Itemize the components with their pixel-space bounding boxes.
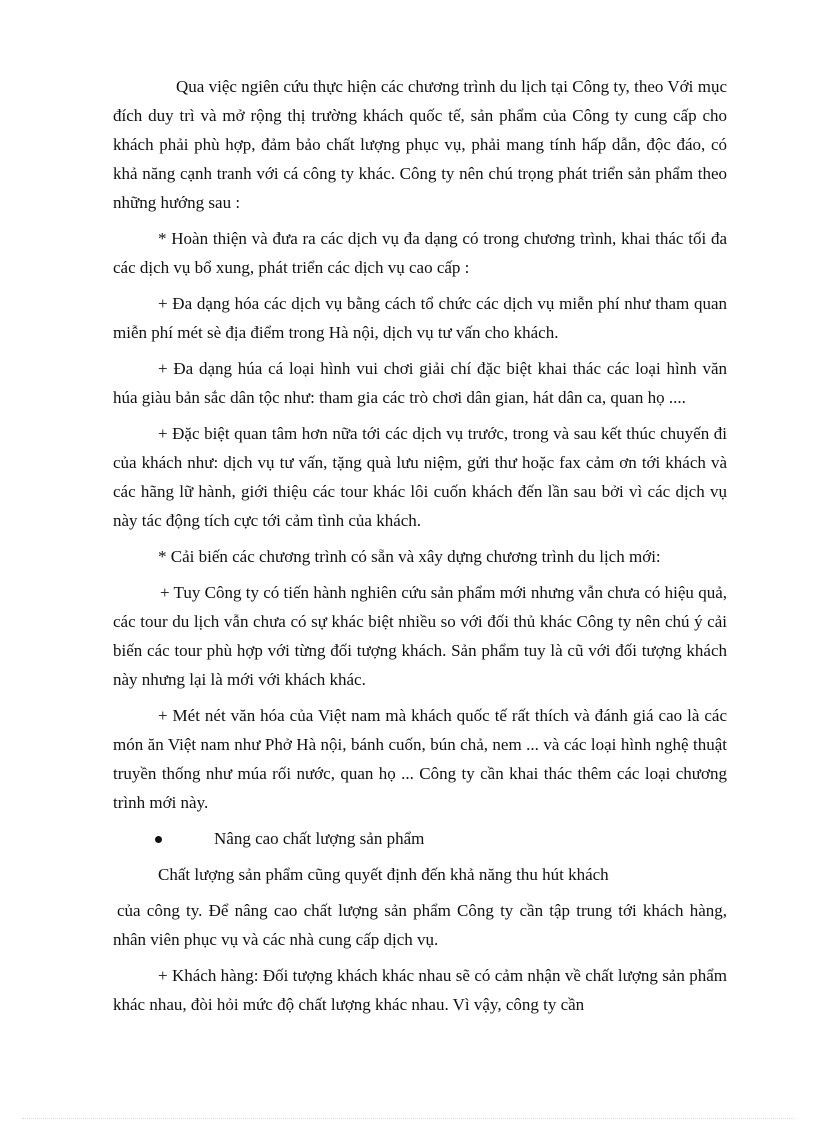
bullet-icon [155, 836, 162, 843]
paragraph-improve-programs-heading: * Cải biến các chương trình có sẵn và xây dựng chương trình du lịch mới: [158, 547, 661, 566]
paragraph-culture: + Mét nét văn hóa của Việt nam mà khách quốc tế rất thích và đánh giá cao là các món ăn Việt nam như Phở Hà nội, bánh cuốn, bún chả, nem ... và các loại hình nghệ thuật truyền thống như múa rối nước, quan họ ... Công ty cần khai thác thêm các loại chương trình mới này. [113, 706, 727, 812]
paragraph-service-heading: * Hoàn thiện và đưa ra các dịch vụ đa dạng có trong chương trình, khai thác tối đa các dịch vụ bổ xung, phát triển các dịch vụ cao cấp : [113, 229, 727, 277]
paragraph-intro: Qua việc ngiên cứu thực hiện các chương trình du lịch tại Công ty, theo Với mục đích duy trì và mở rộng thị trường khách quốc tế, sản phẩm của Công ty cung cấp cho khách phải phù hợp, đảm bảo chất lượng phục vụ, phải mang tính hấp dẫn, độc đáo, có khả năng cạnh tranh với cá công ty khác. Công ty nên chú trọng phát triển sản phẩm theo những hướng sau : [113, 77, 727, 212]
paragraph-before-after-services: + Đặc biệt quan tâm hơn nữa tới các dịch vụ trước, trong và sau kết thúc chuyến đi của khách như: dịch vụ tư vấn, tặng quà lưu niệm, gửi thư hoặc fax cảm ơn tới khách và các hãng lữ hành, giới thiệu các tour khác lôi cuốn khách đến lần sau bởi vì các dịch vụ này tác động tích cực tới cảm tình của khách. [113, 424, 727, 530]
paragraph-entertainment: + Đa dạng húa cá loại hình vui chơi giải chí đặc biệt khai thác các loại hình văn húa giàu bản sắc dân tộc như: tham gia các trò chơi dân gian, hát dân ca, quan họ .... [113, 359, 727, 407]
paragraph-diversify-services: + Đa dạng hóa các dịch vụ bằng cách tổ chức các dịch vụ miễn phí như tham quan miễn phí mét sè địa điểm trong Hà nội, dịch vụ tư vấn cho khách. [113, 294, 727, 342]
bullet-item-quality [113, 824, 727, 860]
paragraph-new-products: + Tuy Công ty có tiến hành nghiên cứu sản phẩm mới nhưng vẫn chưa có hiệu quả, các tour du lịch vẫn chưa có sự khác biệt nhiều so với đối thủ khác Công ty nên chú ý cải biến các tour phù hợp với từng đối tượng khách. Sản phẩm tuy là cũ với đối tượng khách này nhưng lại là mới với khách khác. [113, 583, 727, 689]
paragraph-customers: + Khách hàng: Đối tượng khách khác nhau sẽ có cảm nhận về chất lượng sản phẩm khác nhau, đòi hỏi mức độ chất lượng khác nhau. Vì vậy, công ty cần [113, 966, 727, 1014]
paragraph-quality-intro: Chất lượng sản phẩm cũng quyết định đến khả năng thu hút khách [158, 865, 609, 884]
paragraph-quality-focus: của công ty. Để nâng cao chất lượng sản phẩm Công ty cần tập trung tới khách hàng, nhân viên phục vụ và các nhà cung cấp dịch vụ. [113, 901, 727, 949]
document-body [113, 72, 727, 1026]
page-bottom-rule [22, 1118, 794, 1119]
bullet-heading: Nâng cao chất lượng sản phẩm [214, 829, 425, 848]
